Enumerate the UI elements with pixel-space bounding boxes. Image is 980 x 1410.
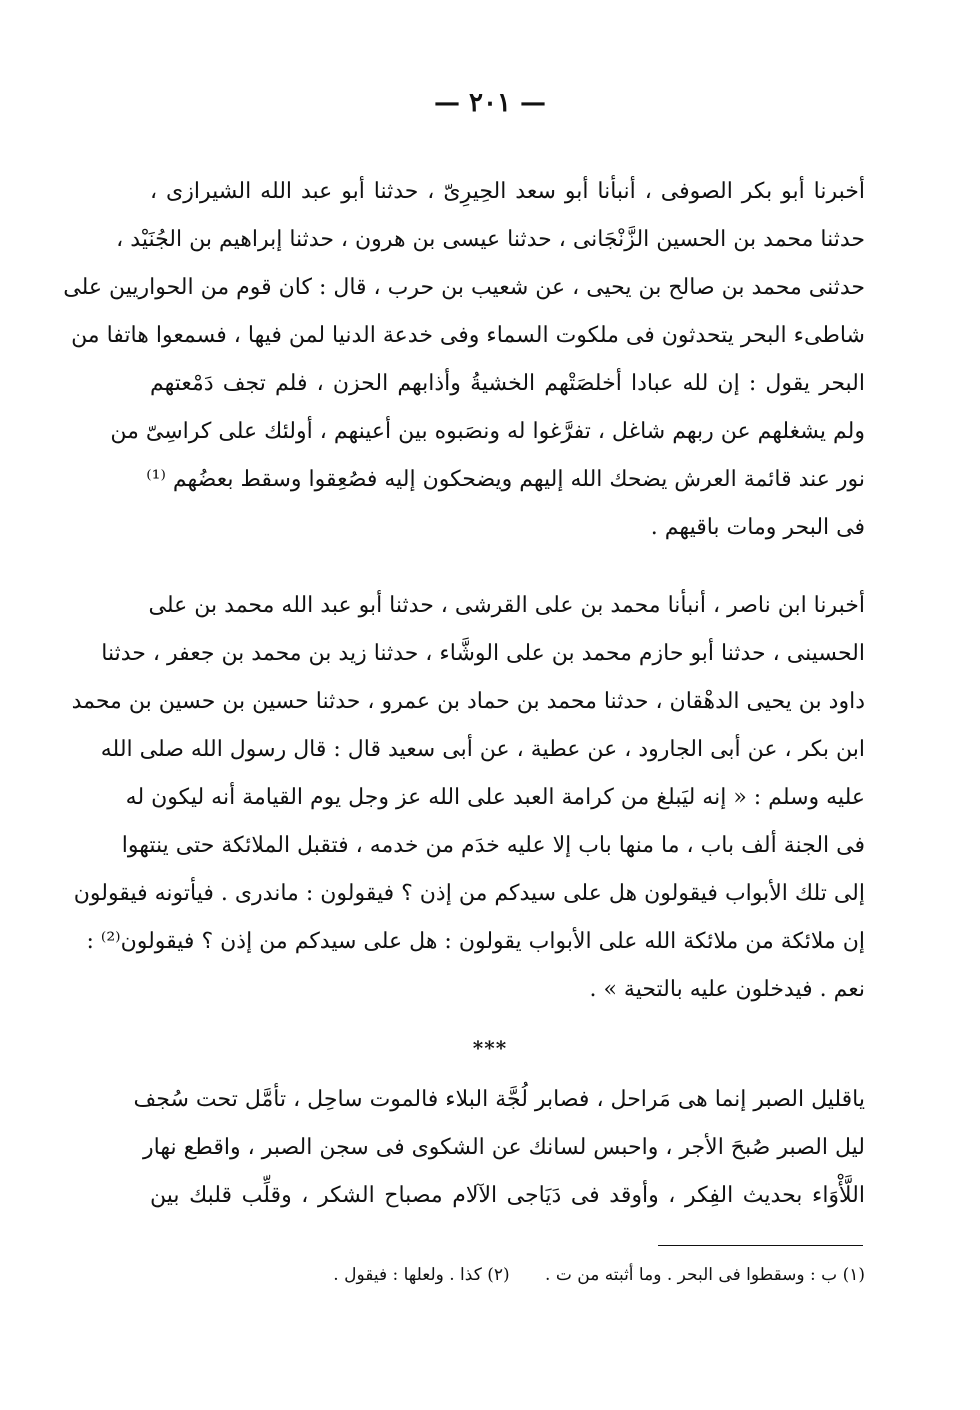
- text-line: ابن بكر ، عن أبى الجارود ، عن عطية ، عن أبى سعيد قال : قال رسول الله صلى الله: [100, 737, 865, 762]
- footnote-2: (٢) كذا . ولعلها : فيقول .: [333, 1265, 510, 1285]
- text-line: فى الجنة ألف باب ، ما منها باب إلا عليه خدَم من خدمه ، فتقبل الملائكة حتى ينتهوا: [121, 833, 865, 858]
- page-number: — ٢٠١ —: [433, 88, 547, 118]
- text-line: ياقليل الصبر إنما هى مَراحل ، فصابر لُجَّة البلاء فالموت ساحِل ، تأمَّل تحت سُجف: [133, 1087, 865, 1112]
- text-line: نور عند قائمة العرش يضحك الله إليهم ويضحكون إليه فصُعِقوا وسقط بعضُهم ⁽¹⁾: [146, 467, 865, 492]
- text-line: أخبرنا ابن ناصر ، أنبأنا محمد بن على القرشى ، حدثنا أبو عبد الله محمد بن على: [148, 593, 865, 618]
- text-line: فى البحر ومات باقيهم .: [650, 515, 865, 540]
- text-line: ليل الصبر صُبحَ الأجر ، واحبس لسانك عن الشكوى فى سجن الصبر ، واقطع نهار: [143, 1135, 865, 1160]
- text-line: إلى تلك الأبواب فيقولون هل على سيدكم من إذن ؟ فيقولون : ماندرى . فيأتونه فيقولون: [73, 881, 865, 906]
- footnote-divider: [658, 1245, 863, 1246]
- text-line: داود بن يحيى الدهْقان ، حدثنا محمد بن حماد بن عمرو ، حدثنا حسين بن حسين بن محمد: [71, 689, 865, 714]
- paragraph-3: [133, 1076, 865, 1220]
- footnote-1: (١) ب : وسقطوا فى البحر . وما أثبته من ت .: [545, 1265, 865, 1285]
- text-line: البحر يقول : إن لله عبادا أخلصَتْهم الخشيةُ وأذابهم الحزن ، فلم تجف دَمْعتهم: [150, 371, 865, 396]
- text-line: أخبرنا أبو بكر الصوفى ، أنبأنا أبو سعد الحِيرِىّ ، حدثنا أبو عبد الله الشيرازى ،: [150, 179, 865, 204]
- paragraph-2: [71, 582, 865, 1014]
- text-line: إن ملائكة من ملائكة الله على الأبواب يقولون : هل على سيدكم من إذن ؟ فيقولون⁽²⁾ :: [86, 929, 865, 954]
- text-line: الحسينى ، حدثنا أبو حازم محمد بن على الوشَّاء ، حدثنا زيد بن محمد بن جعفر ، حدثنا: [101, 641, 865, 666]
- text-line: حدثنى محمد بن صالح بن يحيى ، عن شعيب بن حرب ، قال : كان قوم من الحواريين على: [63, 275, 865, 300]
- text-line: حدثنا محمد بن الحسين الزَّنْجَانى ، حدثنا عيسى بن هرون ، حدثنا إبراهيم بن الجُنَيْد ،: [116, 227, 865, 252]
- text-line: نعم . فيدخلون عليه بالتحية » .: [589, 977, 865, 1002]
- text-line: اللَّأْوَاء بحديث الفِكر ، وأوقد فى دَيَاجى الآلام مصباح الشكر ، وقلِّب قلبك بين: [150, 1183, 865, 1208]
- section-separator: ***: [472, 1036, 508, 1060]
- text-line: ولم يشغلهم عن ربهم شاغل ، تفرَّغوا له ونصَبوه بين أعينهم ، أولئك على كراسِىّ من: [110, 419, 865, 444]
- text-line: عليه وسلم : « إنه ليَبلغ من كرامة العبد على الله عز وجل يوم القيامة أنه ليكون له: [125, 785, 865, 810]
- text-line: شاطىء البحر يتحدثون فى ملكوت السماء وفى خدعة الدنيا لمن فيها ، فسمعوا هاتفا من: [71, 323, 865, 348]
- paragraph-1: [63, 168, 865, 552]
- footnotes: [150, 1260, 865, 1290]
